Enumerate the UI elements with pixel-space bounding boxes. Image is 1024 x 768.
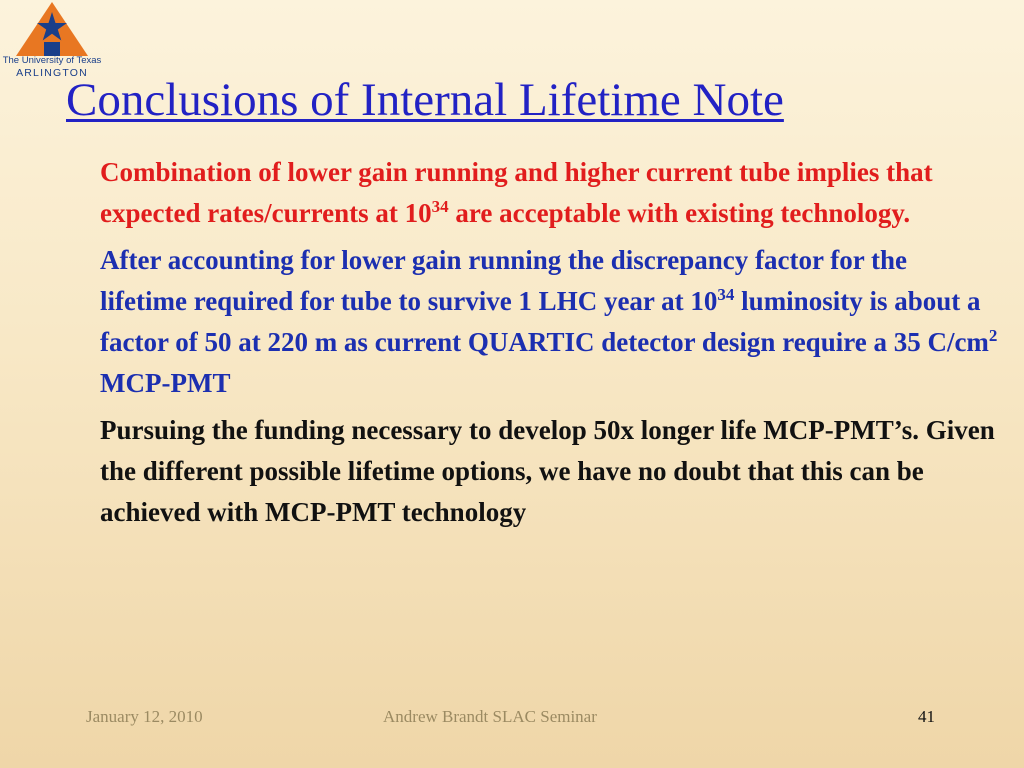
slide-body — [100, 152, 1000, 539]
logo-university-text: The University of Texas — [2, 55, 102, 66]
logo-arlington-text: ARLINGTON — [16, 67, 88, 79]
paragraph-combination — [100, 152, 1000, 234]
paragraph-funding — [100, 410, 1000, 533]
star-logo-icon — [14, 2, 90, 56]
footer-presenter: Andrew Brandt SLAC Seminar — [383, 707, 597, 726]
superscript: 2 — [988, 326, 998, 345]
footer-date: January 12, 2010 — [86, 707, 203, 726]
paragraph-text: MCP-PMT — [100, 368, 231, 398]
paragraph-text: Combination of lower gain running and higher current tube implies that expected rates/currents at 10 — [100, 157, 933, 228]
paragraph-text: Pursuing the funding necessary to develop 50x longer life MCP-PMT’s. Given the different possible lifetime options, we have no doubt that this can be achieved with MCP-PMT technology — [100, 415, 995, 527]
university-logo — [0, 0, 104, 82]
paragraph-text: After accounting for lower gain running the discrepancy factor for the lifetime required for tube to survive 1 LHC year at 10 — [100, 245, 907, 316]
superscript: 34 — [717, 285, 735, 304]
paragraph-text: luminosity is about a factor of 50 at 220 m as current QUARTIC detector design require a 35 C/cm — [100, 286, 989, 357]
slide-number: 41 — [918, 707, 935, 726]
superscript: 34 — [431, 197, 449, 216]
paragraph-text: are acceptable with existing technology. — [448, 198, 911, 228]
slide-title: Conclusions of Internal Lifetime Note — [66, 74, 784, 126]
paragraph-discrepancy — [100, 240, 1000, 404]
